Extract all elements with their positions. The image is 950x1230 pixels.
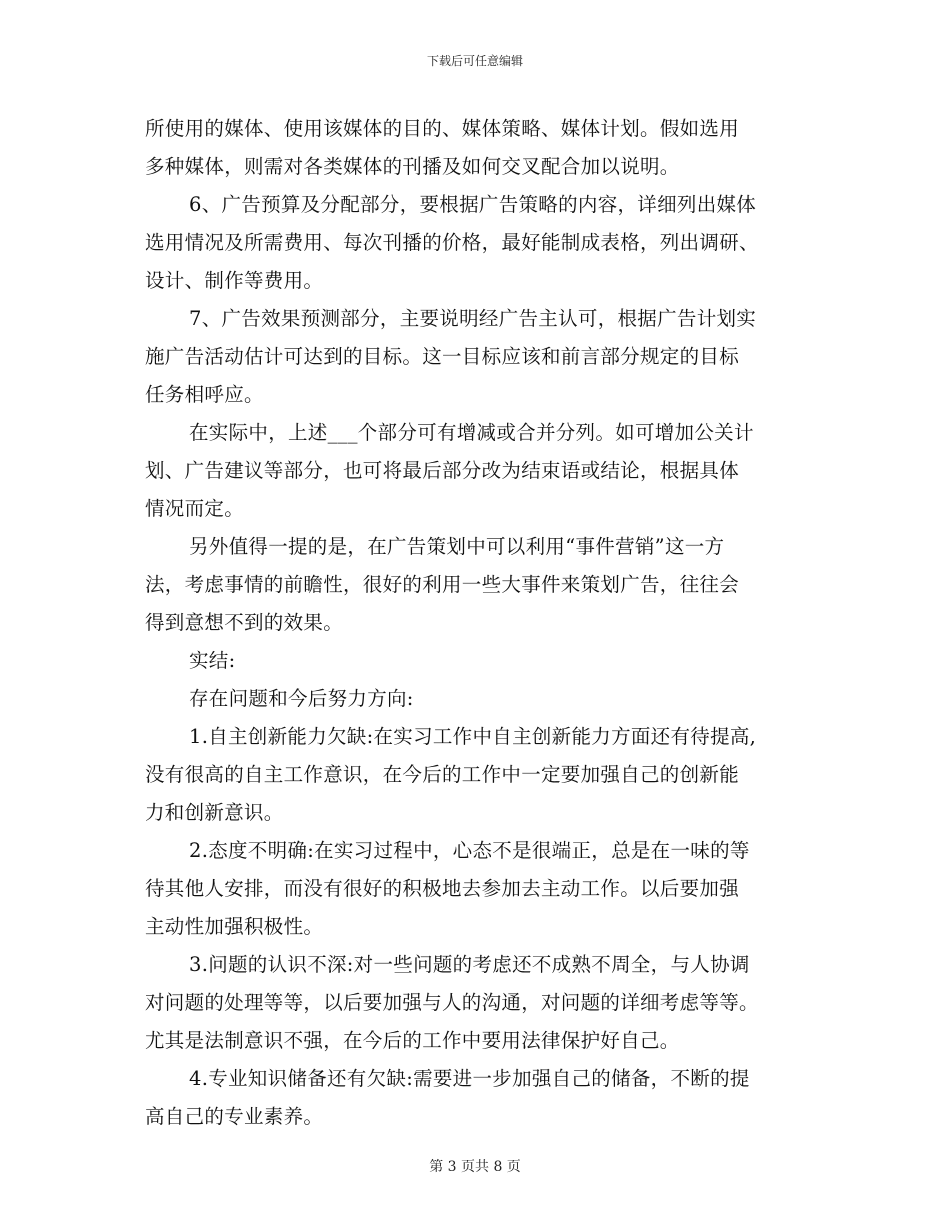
section-heading: 实结: [189,649,236,672]
list-item-line: 4.专业知识储备还有欠缺:需要进一步加强自己的储备，不断的提 [189,1067,750,1090]
text-line: 得到意想不到的效果。 [145,611,344,634]
text-line: 尤其是法制意识不强，在今后的工作中要用法律保护好自己。 [145,1029,680,1052]
text-line: 任务相呼应。 [145,383,264,406]
list-item-line: 1.自主创新能力欠缺:在实习工作中自主创新能力方面还有待提高, [189,725,757,748]
list-item-line: 3.问题的认识不深:对一些问题的考虑还不成熟不周全，与人协调 [189,953,750,976]
text-line: 多种媒体，则需对各类媒体的刊播及如何交叉配合加以说明。 [145,155,680,178]
text-line: 法，考虑事情的前瞻性，很好的利用一些大事件来策划广告，往往会 [145,573,740,596]
list-item-line: 2.态度不明确:在实习过程中，心态不是很端正，总是在一味的等 [189,839,750,862]
text-line: 没有很高的自主工作意识，在今后的工作中一定要加强自己的创新能 [145,763,740,786]
paragraph-line: 在实际中，上述___个部分可有增减或合并分列。如可增加公关计 [189,421,754,444]
text-line: 待其他人安排，而没有很好的积极地去参加去主动工作。以后要加强 [145,877,740,900]
text-line: 主动性加强积极性。 [145,915,324,938]
text-line: 高自己的专业素养。 [145,1105,324,1128]
subsection-heading: 存在问题和今后努力方向: [189,687,414,710]
text-line: 对问题的处理等等，以后要加强与人的沟通，对问题的详细考虑等等。 [145,991,759,1014]
text-line: 力和创新意识。 [145,801,284,824]
page-header: 下载后可任意编辑 [426,54,523,68]
paragraph-line: 7、广告效果预测部分，主要说明经广告主认可，根据广告计划实 [189,307,757,330]
text-line: 情况而定。 [145,497,245,520]
page-number: 第 3 页共 8 页 [429,1159,521,1175]
text-line: 施广告活动估计可达到的目标。这一目标应该和前言部分规定的目标 [145,345,740,368]
text-line: 设计、制作等费用。 [145,269,324,292]
text-line: 所使用的媒体、使用该媒体的目的、媒体策略、媒体计划。假如选用 [145,117,740,140]
paragraph-line: 6、广告预算及分配部分，要根据广告策略的内容，详细列出媒体 [189,193,757,216]
document-body [145,110,815,1136]
text-line: 选用情况及所需费用、每次刊播的价格，最好能制成表格，列出调研、 [145,231,759,254]
paragraph-line: 另外值得一提的是，在广告策划中可以利用“事件营销”这一方 [189,535,725,558]
text-line: 划、广告建议等部分，也可将最后部分改为结束语或结论，根据具体 [145,459,740,482]
